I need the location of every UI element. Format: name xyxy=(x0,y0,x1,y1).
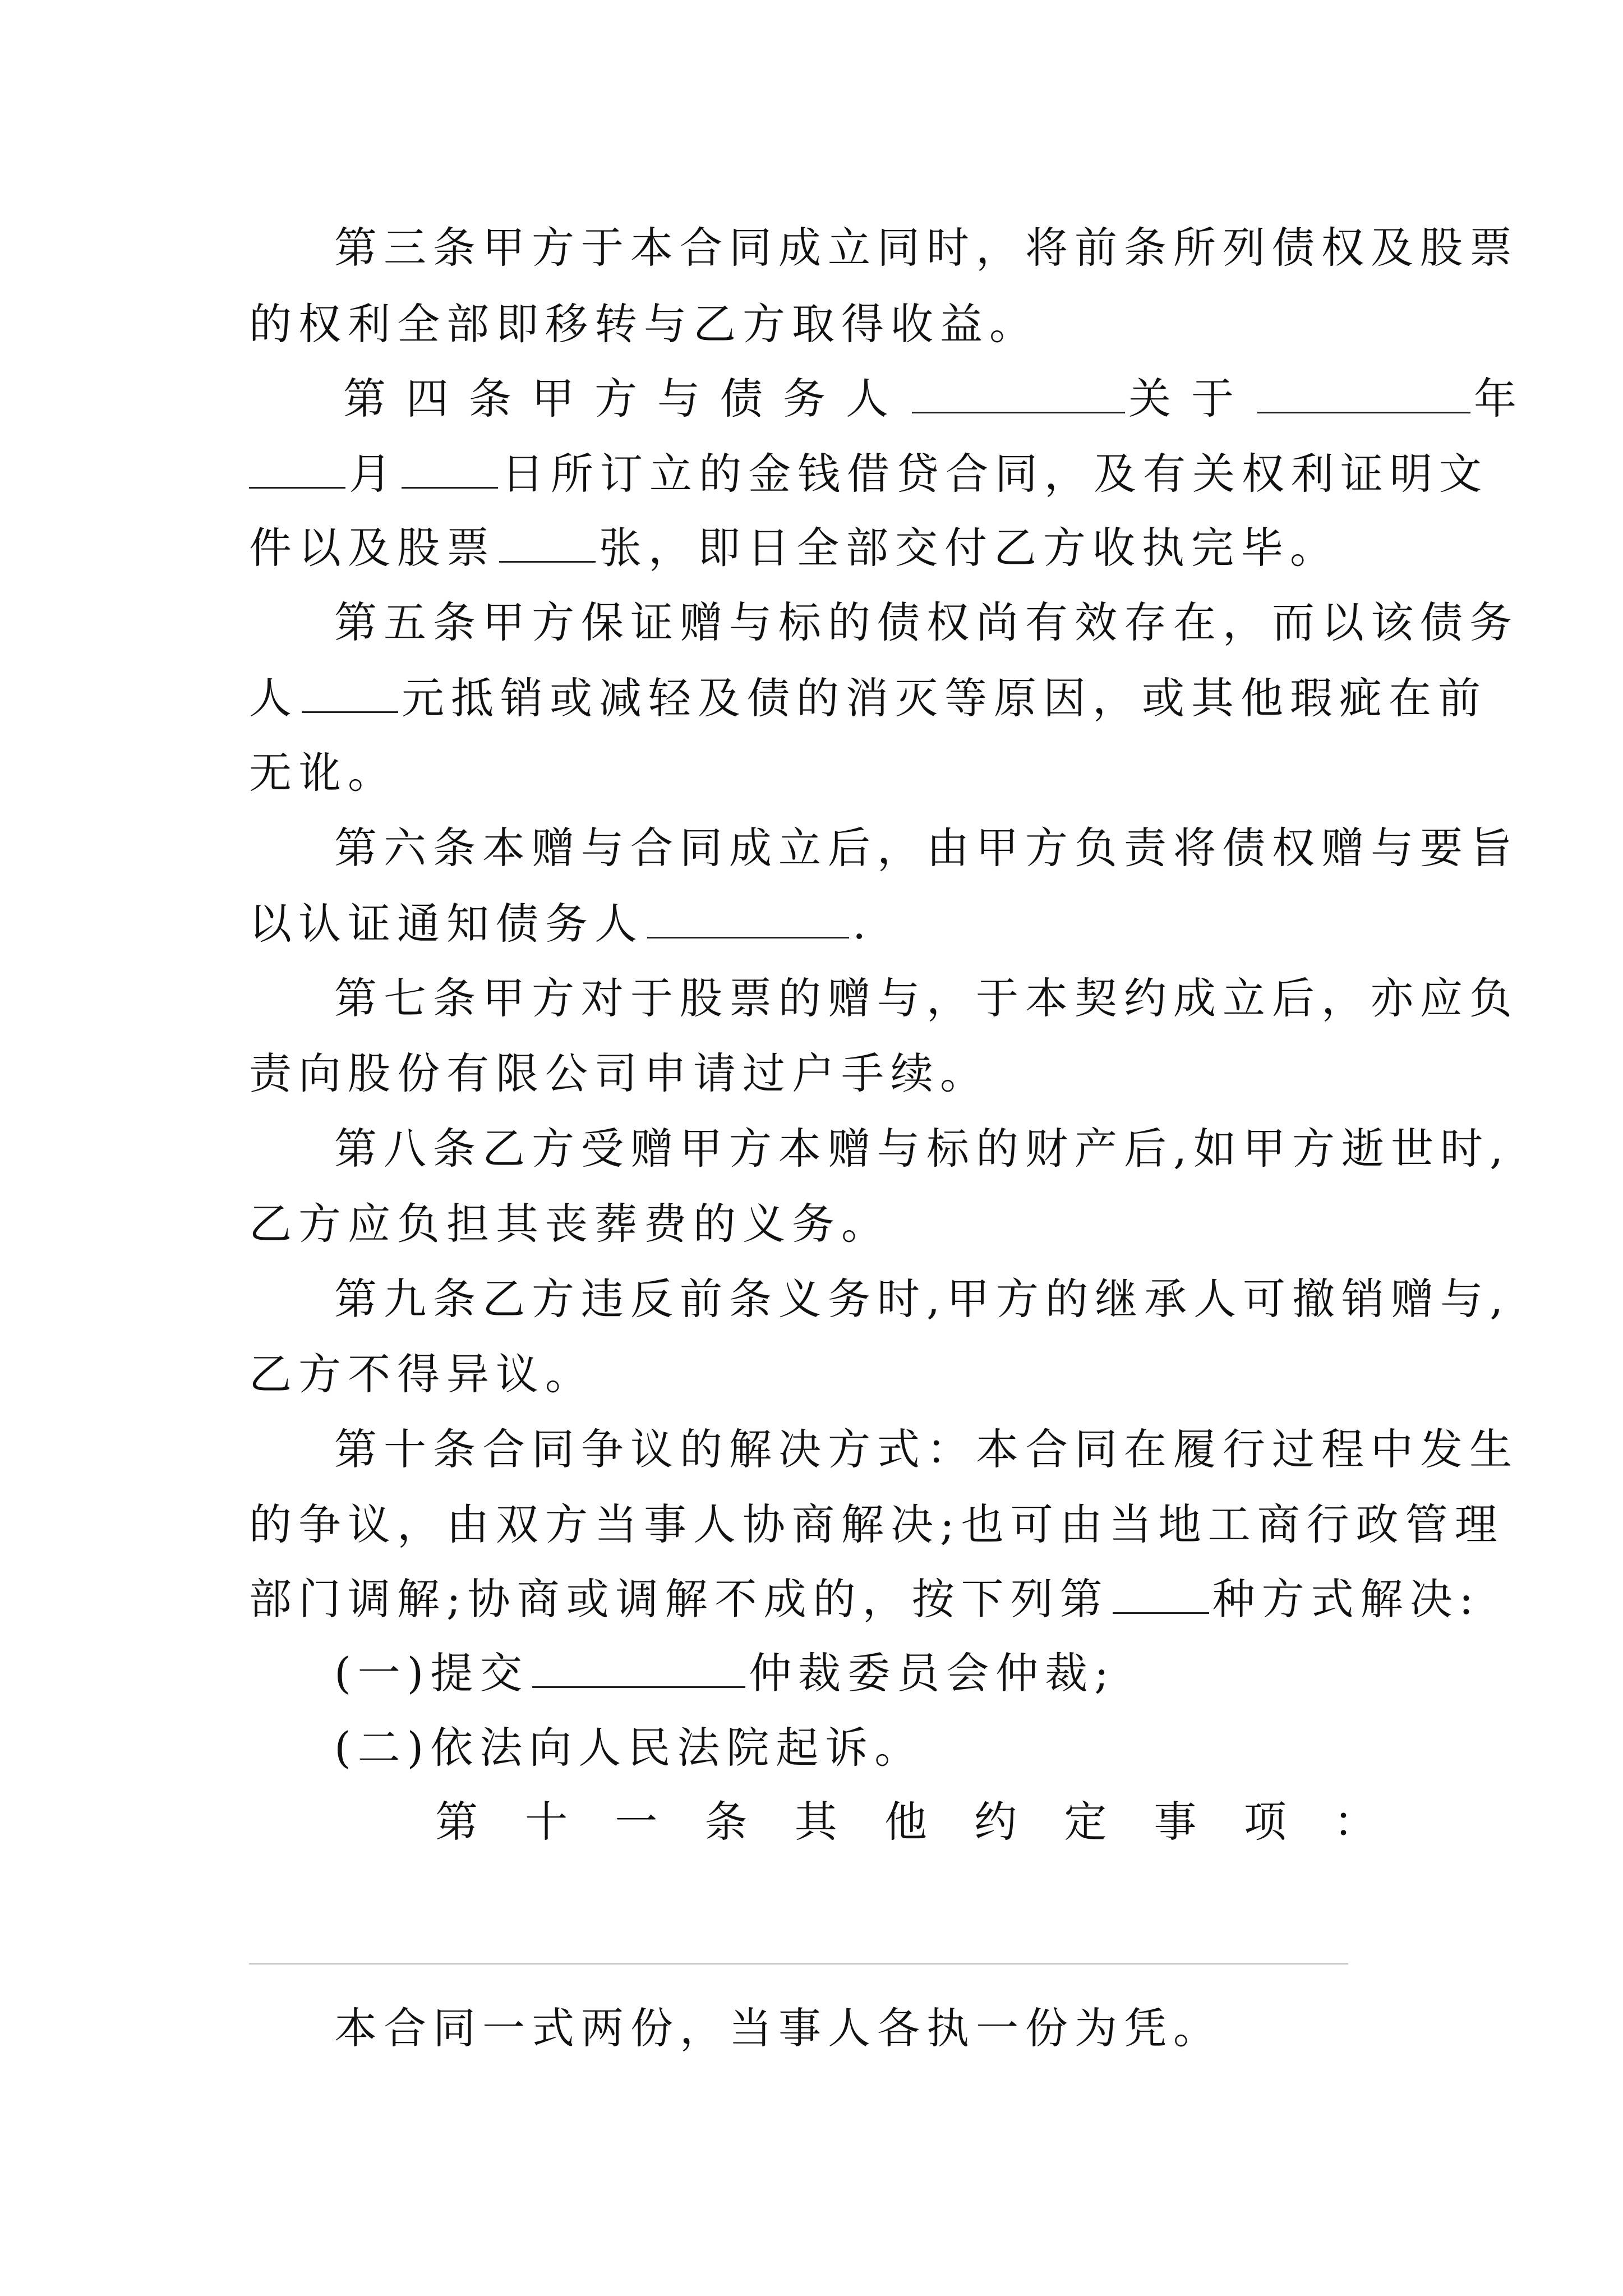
article-11-char: 约 xyxy=(974,1797,1017,1847)
article-7-line-2: 责向股份有限公司申请过户手续。 xyxy=(249,1048,989,1098)
article-4-line-2 xyxy=(249,445,1488,501)
article-10-line-3 xyxy=(249,1571,1480,1627)
article-4-text-e: 日所订立的金钱借贷合同，及有关权利证明文 xyxy=(501,449,1488,499)
amount-blank xyxy=(302,670,398,713)
article-4-text-g: 张，即日全部交付乙方收执完毕。 xyxy=(599,523,1339,573)
about-blank xyxy=(1257,370,1470,413)
notify-debtor-blank xyxy=(647,895,849,938)
article-6-text-b: . xyxy=(852,899,873,949)
article-4-text-d: 月 xyxy=(349,449,398,499)
article-4-text-f: 件以及股票 xyxy=(249,523,496,573)
closing-statement: 本合同一式两份，当事人各执一份为凭。 xyxy=(334,2003,1223,2053)
other-matters-rule xyxy=(249,1963,1348,1964)
article-11-char: 定 xyxy=(1064,1797,1107,1847)
article-5-line-2 xyxy=(249,670,1487,726)
article-6-text-a: 以认证通知债务人 xyxy=(249,899,644,949)
month-blank-before xyxy=(249,445,345,489)
article-4-text-a: 第四条甲方与债务人 xyxy=(343,374,909,424)
article-10-line-2: 的争议，由双方当事人协商解决;也可由当地工商行政管理 xyxy=(249,1499,1504,1549)
article-4-text-b: 关于 xyxy=(1128,374,1254,424)
article-5-text-b: 元抵销或减轻及债的消灭等原因，或其他瑕疵在前 xyxy=(402,673,1487,723)
article-9-line-2: 乙方不得异议。 xyxy=(249,1349,594,1399)
article-10-line-1: 第十条合同争议的解决方式：本合同在履行过程中发生 xyxy=(334,1424,1519,1474)
share-count-blank xyxy=(499,519,596,563)
article-11-line xyxy=(435,1794,1376,1850)
article-3-line-1: 第三条甲方于本合同成立同时，将前条所列债权及股票 xyxy=(334,223,1519,273)
arbitration-blank xyxy=(532,1645,745,1688)
article-4-line-1 xyxy=(343,370,1537,426)
article-8-line-1: 第八条乙方受赠甲方本赠与标的财产后,如甲方逝世时, xyxy=(334,1124,1510,1174)
method-number-blank xyxy=(1113,1571,1209,1614)
article-8-line-2: 乙方应负担其丧葬费的义务。 xyxy=(249,1199,891,1249)
article-10-option-2: (二)依法向人民法院起诉。 xyxy=(334,1723,924,1773)
article-11-char: 项 xyxy=(1243,1797,1287,1847)
article-9-line-1: 第九条乙方违反前条义务时,甲方的继承人可撤销赠与, xyxy=(334,1274,1510,1324)
article-4-text-c: 年 xyxy=(1474,374,1537,424)
article-11-char: 第 xyxy=(435,1797,478,1847)
article-3-line-2: 的权利全部即移转与乙方取得收益。 xyxy=(249,299,1039,349)
article-11-char: 他 xyxy=(884,1797,927,1847)
article-5-text-a: 人 xyxy=(249,673,298,723)
article-10-text-b: 种方式解决: xyxy=(1212,1574,1481,1624)
article-6-line-2 xyxy=(249,895,873,951)
article-5-line-1: 第五条甲方保证赠与标的债权尚有效存在，而以该债务 xyxy=(334,597,1519,647)
article-7-line-1: 第七条甲方对于股票的赠与，于本契约成立后，亦应负 xyxy=(334,973,1519,1023)
article-5-line-3: 无讹。 xyxy=(249,748,397,798)
article-11-char: ： xyxy=(1333,1797,1376,1847)
article-6-line-1: 第六条本赠与合同成立后，由甲方负责将债权赠与要旨 xyxy=(334,823,1519,873)
day-blank xyxy=(402,445,498,489)
article-10-option-1 xyxy=(334,1645,1115,1701)
article-4-line-3 xyxy=(249,519,1339,576)
article-10-text-a: 部门调解;协商或调解不成的，按下列第 xyxy=(249,1574,1109,1624)
debtor-blank xyxy=(912,370,1125,413)
article-11-char: 十 xyxy=(525,1797,568,1847)
article-11-char: 条 xyxy=(704,1797,748,1847)
article-11-char: 其 xyxy=(794,1797,837,1847)
option-1-text-a: (一)提交 xyxy=(334,1648,529,1698)
option-1-text-b: 仲裁委员会仲裁; xyxy=(749,1648,1115,1698)
article-11-char: 一 xyxy=(615,1797,658,1847)
article-11-char: 事 xyxy=(1154,1797,1197,1847)
